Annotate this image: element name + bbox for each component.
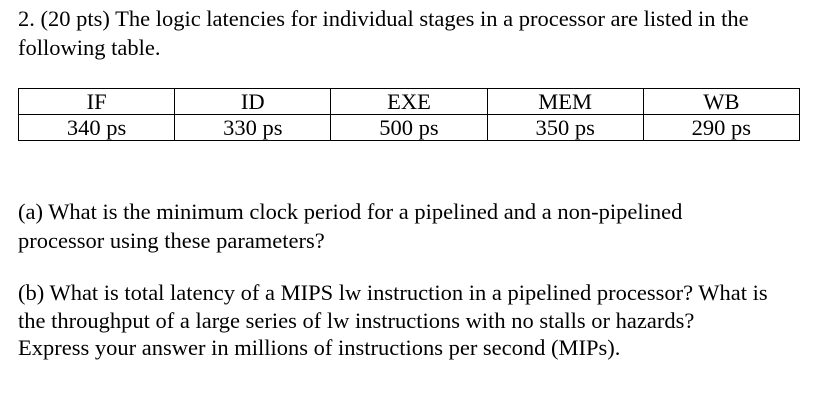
intro-line-1: 2. (20 pts) The logic latencies for individual stages in a processor are listed in the bbox=[18, 6, 749, 31]
stage-latency-table bbox=[18, 88, 800, 141]
stage-cell-exe: EXE bbox=[331, 89, 487, 115]
part-a-line-2: processor using these parameters? bbox=[18, 228, 325, 253]
latency-cell-exe: 500 ps bbox=[331, 115, 487, 141]
stage-cell-id: ID bbox=[175, 89, 331, 115]
stage-cell-wb: WB bbox=[643, 89, 799, 115]
latency-cell-wb: 290 ps bbox=[643, 115, 799, 141]
intro-line-2: following table. bbox=[18, 35, 161, 60]
stage-header-row bbox=[19, 89, 800, 115]
part-b-line-1: (b) What is total latency of a MIPS lw instruction in a pipelined processor? What is bbox=[18, 280, 768, 305]
question-intro bbox=[18, 4, 818, 62]
stage-cell-mem: MEM bbox=[487, 89, 643, 115]
stage-cell-if: IF bbox=[19, 89, 175, 115]
part-a-line-1: (a) What is the minimum clock period for a pipelined and a non-pipelined bbox=[18, 199, 683, 224]
part-b-question bbox=[18, 279, 823, 362]
part-a-question bbox=[18, 197, 818, 255]
latency-cell-id: 330 ps bbox=[175, 115, 331, 141]
part-b-line-3: Express your answer in millions of instructions per second (MIPs). bbox=[18, 335, 621, 360]
part-b-line-2: the throughput of a large series of lw instructions with no stalls or hazards? bbox=[18, 307, 695, 333]
latency-cell-mem: 350 ps bbox=[487, 115, 643, 141]
latency-cell-if: 340 ps bbox=[19, 115, 175, 141]
latency-row bbox=[19, 115, 800, 141]
